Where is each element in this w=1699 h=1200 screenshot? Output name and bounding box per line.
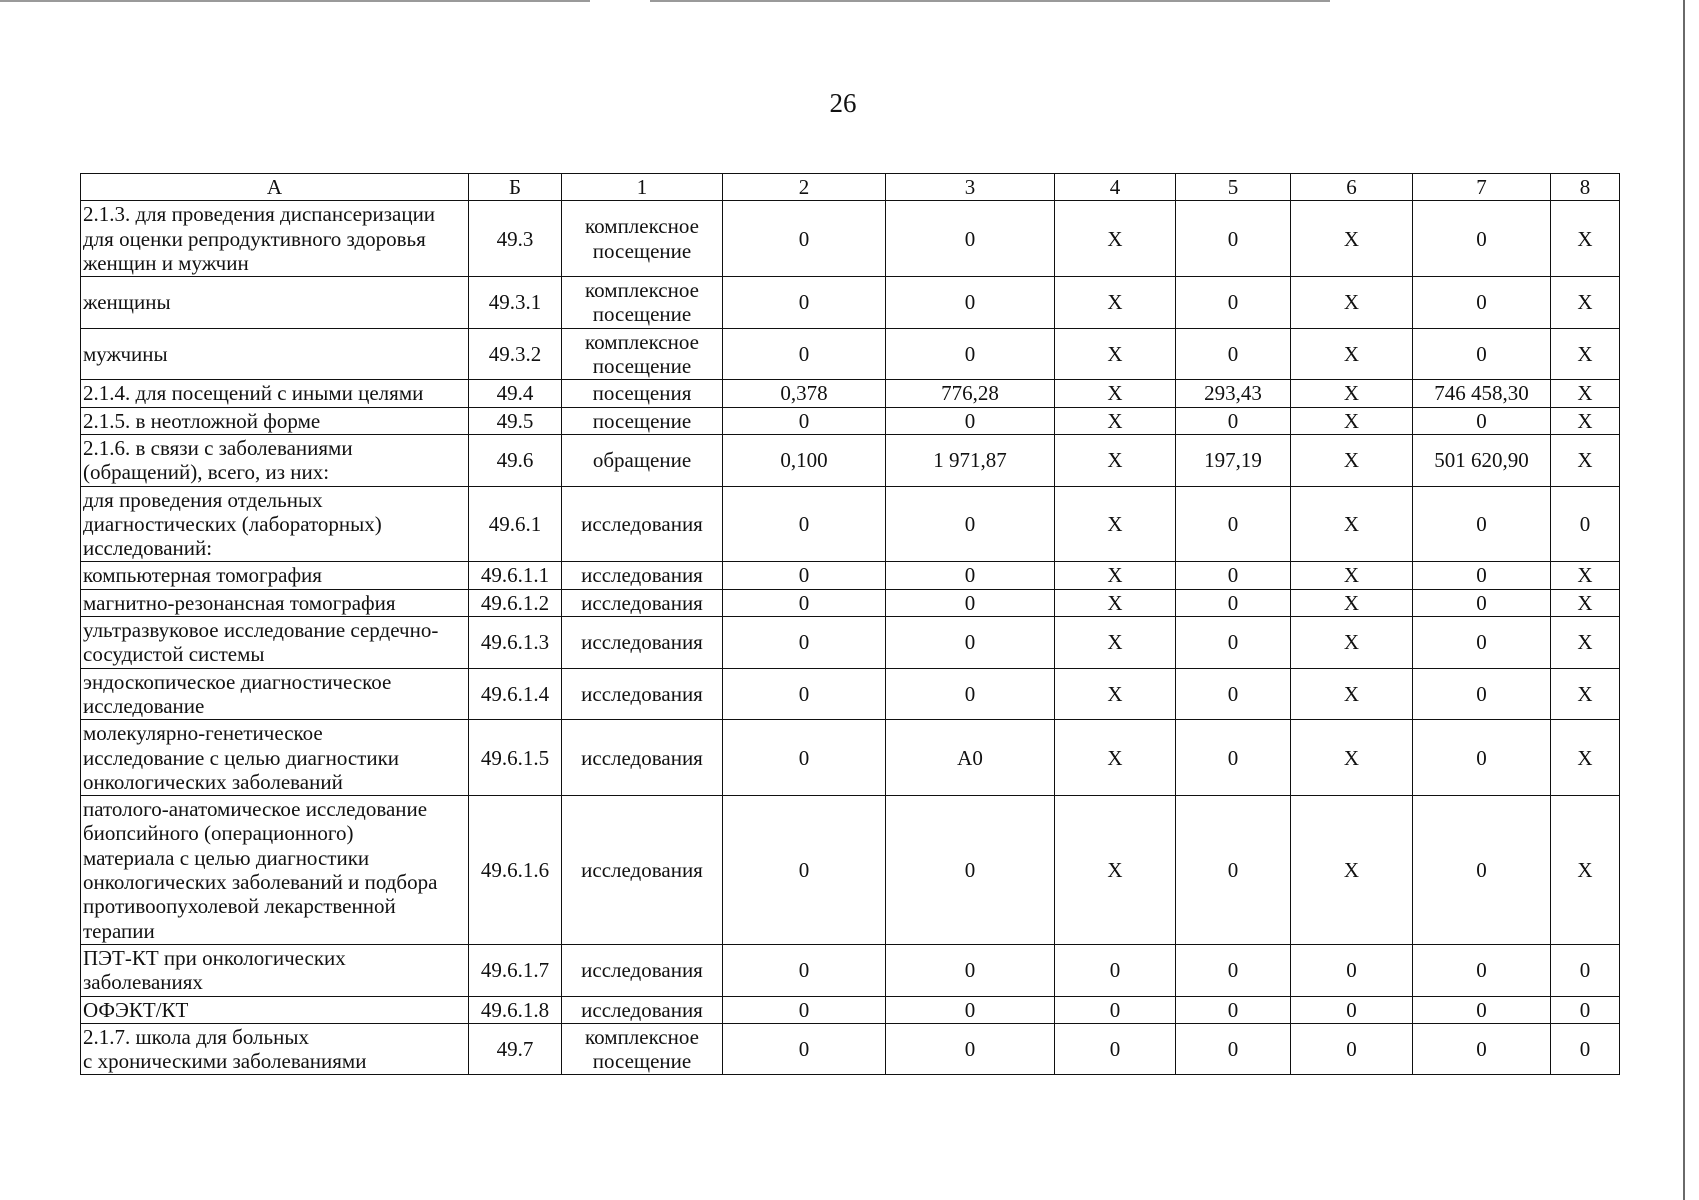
row-value-cell: X — [1291, 617, 1413, 669]
row-name-cell: ПЭТ-КТ при онкологических заболеваниях — [81, 944, 469, 996]
row-code-cell: 49.6.1.1 — [469, 562, 562, 589]
row-code-cell: 49.7 — [469, 1023, 562, 1075]
table-header-row — [81, 174, 1620, 201]
row-value-cell: 0 — [1413, 407, 1551, 434]
row-value-cell: 0 — [1413, 277, 1551, 329]
row-unit-cell: исследования — [562, 562, 723, 589]
row-code-cell: 49.3 — [469, 201, 562, 277]
row-value-cell: X — [1291, 668, 1413, 720]
table-row — [81, 277, 1620, 329]
table-row — [81, 434, 1620, 486]
row-unit-cell: исследования — [562, 589, 723, 616]
table-row — [81, 486, 1620, 562]
row-value-cell: 0 — [1176, 589, 1291, 616]
column-header: 1 — [562, 174, 723, 201]
row-value-cell: 0 — [1291, 996, 1413, 1023]
row-value-cell: X — [1551, 328, 1620, 380]
table-row — [81, 201, 1620, 277]
row-value-cell: X — [1291, 328, 1413, 380]
row-value-cell: 0 — [886, 201, 1055, 277]
row-value-cell: 0 — [1055, 996, 1176, 1023]
row-value-cell: 0 — [1176, 277, 1291, 329]
row-value-cell: 0 — [886, 407, 1055, 434]
table-row — [81, 668, 1620, 720]
row-value-cell: X — [1551, 434, 1620, 486]
row-value-cell: X — [1291, 589, 1413, 616]
row-value-cell: X — [1055, 277, 1176, 329]
row-value-cell: 0 — [886, 944, 1055, 996]
column-header: Б — [469, 174, 562, 201]
row-code-cell: 49.6.1 — [469, 486, 562, 562]
row-name-cell: ультразвуковое исследование сердечно- сосудистой системы — [81, 617, 469, 669]
row-name-cell: патолого-анатомическое исследование биопсийного (операционного) материала с целью диагностики онкологических заболеваний и подбора противоопухолевой лекарственной терапии — [81, 796, 469, 945]
row-value-cell: X — [1291, 720, 1413, 796]
row-value-cell: 501 620,90 — [1413, 434, 1551, 486]
row-value-cell: 0 — [1413, 617, 1551, 669]
row-value-cell: X — [1291, 486, 1413, 562]
row-value-cell: X — [1551, 407, 1620, 434]
row-value-cell: 0 — [1413, 944, 1551, 996]
scan-edge-top-left — [0, 0, 590, 2]
row-unit-cell: комплексное посещение — [562, 1023, 723, 1075]
row-value-cell: 0 — [1176, 668, 1291, 720]
row-value-cell: X — [1551, 562, 1620, 589]
row-value-cell: 197,19 — [1176, 434, 1291, 486]
row-value-cell: 0 — [723, 944, 886, 996]
row-value-cell: X — [1551, 201, 1620, 277]
row-value-cell: 0 — [1055, 1023, 1176, 1075]
row-value-cell: X — [1291, 277, 1413, 329]
row-value-cell: 0 — [1413, 720, 1551, 796]
row-unit-cell: комплексное посещение — [562, 328, 723, 380]
row-value-cell: 0 — [1413, 996, 1551, 1023]
row-value-cell: 0 — [723, 1023, 886, 1075]
row-code-cell: 49.6.1.6 — [469, 796, 562, 945]
row-code-cell: 49.6.1.4 — [469, 668, 562, 720]
row-code-cell: 49.6.1.5 — [469, 720, 562, 796]
row-name-cell: молекулярно-генетическое исследование с целью диагностики онкологических заболеваний — [81, 720, 469, 796]
row-value-cell: 0 — [723, 996, 886, 1023]
row-unit-cell: исследования — [562, 486, 723, 562]
row-value-cell: X — [1551, 720, 1620, 796]
row-value-cell: X — [1551, 668, 1620, 720]
row-value-cell: X — [1055, 486, 1176, 562]
row-value-cell: 0 — [886, 589, 1055, 616]
row-name-cell: мужчины — [81, 328, 469, 380]
column-header: 2 — [723, 174, 886, 201]
row-value-cell: X — [1291, 380, 1413, 407]
row-unit-cell: посещения — [562, 380, 723, 407]
row-value-cell: 0 — [1551, 944, 1620, 996]
row-name-cell: 2.1.3. для проведения диспансеризации для оценки репродуктивного здоровья женщин и мужчин — [81, 201, 469, 277]
row-value-cell: 0 — [723, 720, 886, 796]
row-unit-cell: исследования — [562, 720, 723, 796]
table-row — [81, 796, 1620, 945]
row-value-cell: 776,28 — [886, 380, 1055, 407]
row-value-cell: 0 — [723, 668, 886, 720]
row-value-cell: 0 — [723, 407, 886, 434]
row-value-cell: 0 — [723, 562, 886, 589]
row-value-cell: 0 — [1551, 486, 1620, 562]
row-value-cell: 0 — [723, 201, 886, 277]
row-value-cell: 0 — [886, 996, 1055, 1023]
row-value-cell: X — [1291, 434, 1413, 486]
row-value-cell: 1 971,87 — [886, 434, 1055, 486]
table-row — [81, 944, 1620, 996]
row-value-cell: 0 — [1176, 407, 1291, 434]
row-value-cell: 0 — [1176, 486, 1291, 562]
table-header — [81, 174, 1620, 201]
table-row — [81, 1023, 1620, 1075]
row-value-cell: 0 — [1413, 201, 1551, 277]
column-header: 6 — [1291, 174, 1413, 201]
row-value-cell: 0 — [886, 277, 1055, 329]
row-value-cell: 0 — [723, 328, 886, 380]
row-value-cell: 0 — [886, 1023, 1055, 1075]
row-name-cell: магнитно-резонансная томография — [81, 589, 469, 616]
table-row — [81, 996, 1620, 1023]
row-value-cell: 0 — [886, 668, 1055, 720]
table-row — [81, 562, 1620, 589]
column-header: 8 — [1551, 174, 1620, 201]
row-value-cell: 0 — [1413, 328, 1551, 380]
row-name-cell: эндоскопическое диагностическое исследование — [81, 668, 469, 720]
row-value-cell: X — [1551, 796, 1620, 945]
row-value-cell: 0 — [886, 617, 1055, 669]
row-name-cell: 2.1.5. в неотложной форме — [81, 407, 469, 434]
row-value-cell: 0 — [1176, 944, 1291, 996]
row-value-cell: X — [1055, 617, 1176, 669]
row-name-cell: ОФЭКТ/КТ — [81, 996, 469, 1023]
row-value-cell: 0 — [1176, 328, 1291, 380]
row-value-cell: X — [1291, 562, 1413, 589]
row-code-cell: 49.6.1.8 — [469, 996, 562, 1023]
row-value-cell: 0 — [1176, 562, 1291, 589]
row-value-cell: X — [1055, 589, 1176, 616]
data-table — [80, 173, 1620, 1075]
row-code-cell: 49.3.2 — [469, 328, 562, 380]
scan-edge-right — [1683, 0, 1685, 1200]
row-value-cell: 0 — [723, 277, 886, 329]
row-value-cell: 0 — [1176, 1023, 1291, 1075]
row-value-cell: 0 — [1551, 996, 1620, 1023]
row-name-cell: компьютерная томография — [81, 562, 469, 589]
row-value-cell: 0 — [1055, 944, 1176, 996]
row-name-cell: женщины — [81, 277, 469, 329]
row-unit-cell: исследования — [562, 944, 723, 996]
row-value-cell: 0 — [886, 796, 1055, 945]
row-value-cell: X — [1291, 201, 1413, 277]
column-header: 4 — [1055, 174, 1176, 201]
row-value-cell: 0 — [1413, 589, 1551, 616]
table-row — [81, 328, 1620, 380]
row-value-cell: 293,43 — [1176, 380, 1291, 407]
column-header: А — [81, 174, 469, 201]
table-row — [81, 720, 1620, 796]
row-value-cell: 0,100 — [723, 434, 886, 486]
row-value-cell: X — [1551, 277, 1620, 329]
row-code-cell: 49.6 — [469, 434, 562, 486]
row-value-cell: X — [1291, 407, 1413, 434]
scan-edge-top-middle — [650, 0, 1330, 2]
row-value-cell: 0 — [1413, 668, 1551, 720]
row-code-cell: 49.6.1.7 — [469, 944, 562, 996]
column-header: 7 — [1413, 174, 1551, 201]
table-row — [81, 617, 1620, 669]
row-value-cell: 0 — [723, 617, 886, 669]
row-value-cell: X — [1551, 589, 1620, 616]
row-value-cell: 0 — [1176, 720, 1291, 796]
row-code-cell: 49.3.1 — [469, 277, 562, 329]
row-value-cell: 0 — [886, 562, 1055, 589]
row-value-cell: 746 458,30 — [1413, 380, 1551, 407]
row-value-cell: 0 — [1291, 1023, 1413, 1075]
row-value-cell: 0 — [1551, 1023, 1620, 1075]
row-name-cell: 2.1.4. для посещений с иными целями — [81, 380, 469, 407]
row-code-cell: 49.5 — [469, 407, 562, 434]
row-value-cell: 0 — [1413, 1023, 1551, 1075]
row-value-cell: 0 — [1413, 796, 1551, 945]
row-value-cell: X — [1055, 720, 1176, 796]
row-value-cell: 0 — [886, 486, 1055, 562]
row-code-cell: 49.6.1.3 — [469, 617, 562, 669]
row-value-cell: X — [1055, 434, 1176, 486]
row-value-cell: X — [1551, 617, 1620, 669]
row-value-cell: X — [1055, 407, 1176, 434]
row-value-cell: X — [1055, 562, 1176, 589]
page-number: 26 — [829, 88, 857, 118]
row-value-cell: 0 — [1413, 486, 1551, 562]
row-unit-cell: исследования — [562, 617, 723, 669]
row-value-cell: 0 — [886, 328, 1055, 380]
row-value-cell: X — [1055, 380, 1176, 407]
table-row — [81, 407, 1620, 434]
table-row — [81, 589, 1620, 616]
row-name-cell: 2.1.7. школа для больных с хроническими заболеваниями — [81, 1023, 469, 1075]
row-unit-cell: исследования — [562, 668, 723, 720]
row-value-cell: X — [1055, 328, 1176, 380]
row-value-cell: 0 — [1291, 944, 1413, 996]
row-value-cell: 0 — [723, 486, 886, 562]
row-value-cell: 0 — [723, 796, 886, 945]
table-body — [81, 201, 1620, 1075]
row-unit-cell: комплексное посещение — [562, 201, 723, 277]
row-value-cell: 0 — [1176, 201, 1291, 277]
row-value-cell: X — [1551, 380, 1620, 407]
row-value-cell: X — [1055, 668, 1176, 720]
row-code-cell: 49.6.1.2 — [469, 589, 562, 616]
row-value-cell: 0 — [1176, 617, 1291, 669]
row-unit-cell: исследования — [562, 796, 723, 945]
row-value-cell: 0,378 — [723, 380, 886, 407]
row-unit-cell: обращение — [562, 434, 723, 486]
row-unit-cell: исследования — [562, 996, 723, 1023]
row-name-cell: для проведения отдельных диагностических (лабораторных) исследований: — [81, 486, 469, 562]
row-name-cell: 2.1.6. в связи с заболеваниями (обращений), всего, из них: — [81, 434, 469, 486]
row-value-cell: 0 — [1176, 996, 1291, 1023]
row-value-cell: 0 — [1176, 796, 1291, 945]
table-row — [81, 380, 1620, 407]
row-value-cell: 0 — [1413, 562, 1551, 589]
row-value-cell: X — [1055, 796, 1176, 945]
row-value-cell: X — [1055, 201, 1176, 277]
column-header: 5 — [1176, 174, 1291, 201]
row-unit-cell: комплексное посещение — [562, 277, 723, 329]
column-header: 3 — [886, 174, 1055, 201]
row-value-cell: А0 — [886, 720, 1055, 796]
row-code-cell: 49.4 — [469, 380, 562, 407]
row-value-cell: 0 — [723, 589, 886, 616]
row-value-cell: X — [1291, 796, 1413, 945]
row-unit-cell: посещение — [562, 407, 723, 434]
